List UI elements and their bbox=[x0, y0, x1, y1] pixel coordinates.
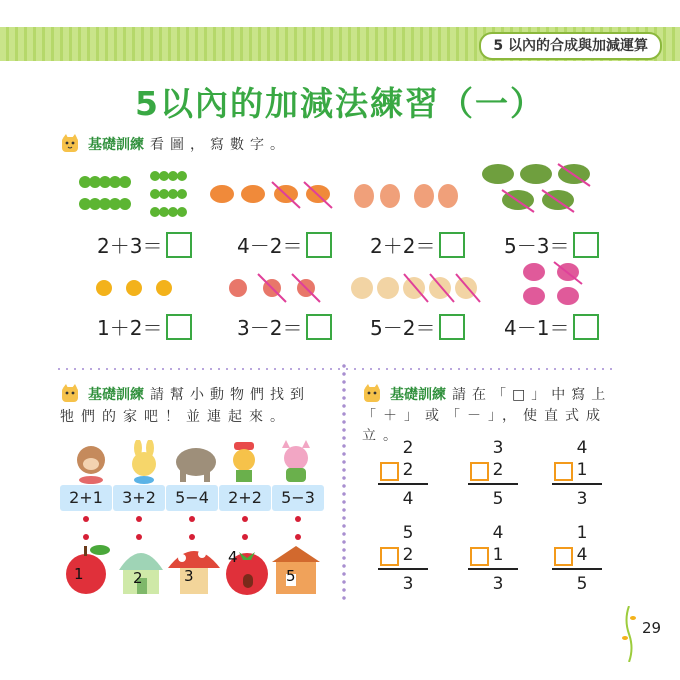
problem-top: 5 bbox=[402, 523, 414, 543]
equation-6: 3－2＝ bbox=[237, 312, 332, 341]
rabbit-icon bbox=[118, 440, 170, 484]
section1-instruction: 看圖，寫數字。 bbox=[150, 137, 290, 153]
answer-box[interactable] bbox=[573, 314, 599, 340]
answer-box[interactable] bbox=[439, 232, 465, 258]
connect-dot[interactable] bbox=[136, 516, 142, 522]
cat-icon bbox=[270, 440, 322, 484]
problem-line bbox=[468, 568, 518, 570]
section2-instruction-line1: 請幫小動物們找到 bbox=[150, 387, 310, 403]
section3-label: 基礎訓練 bbox=[390, 387, 446, 403]
problem-bottom: 2 bbox=[402, 545, 414, 565]
house-number: 2 bbox=[133, 569, 143, 587]
problem-line bbox=[552, 483, 602, 485]
answer-box[interactable] bbox=[306, 232, 332, 258]
equation-2: 4－2＝ bbox=[237, 230, 332, 259]
problem-line bbox=[552, 568, 602, 570]
cat-mascot-icon bbox=[60, 134, 82, 154]
spiders-picture bbox=[222, 270, 327, 304]
problem-top: 4 bbox=[492, 523, 504, 543]
problem-top: 3 bbox=[492, 438, 504, 458]
ants-picture bbox=[92, 270, 182, 304]
equation-8: 4－1＝ bbox=[504, 312, 599, 341]
connect-dot[interactable] bbox=[189, 516, 195, 522]
equation-1: 2＋3＝ bbox=[97, 230, 192, 259]
match-chip[interactable]: 5−4 bbox=[166, 485, 218, 511]
match-chip[interactable]: 3+2 bbox=[113, 485, 165, 511]
squirrels-picture bbox=[350, 180, 460, 212]
turtles-picture bbox=[478, 160, 593, 216]
equation-7: 5－2＝ bbox=[370, 312, 465, 341]
match-chip[interactable]: 5−3 bbox=[272, 485, 324, 511]
problem-top: 1 bbox=[576, 523, 588, 543]
match-chip[interactable]: 2+1 bbox=[60, 485, 112, 511]
problem-line bbox=[378, 568, 428, 570]
problem-line bbox=[378, 483, 428, 485]
answer-box[interactable] bbox=[439, 314, 465, 340]
butterflies-picture bbox=[208, 180, 338, 212]
connect-dot[interactable] bbox=[83, 516, 89, 522]
house-number: 1 bbox=[74, 565, 84, 583]
sheep-picture bbox=[348, 272, 488, 304]
answer-box[interactable] bbox=[166, 314, 192, 340]
problem-result: 5 bbox=[492, 489, 504, 509]
problem-bottom: 1 bbox=[492, 545, 504, 565]
pigs-picture bbox=[520, 260, 584, 308]
brick-house-icon bbox=[268, 540, 324, 596]
section2-heading bbox=[60, 384, 310, 404]
equation-5: 1＋2＝ bbox=[97, 312, 192, 341]
apple-house-icon bbox=[60, 540, 116, 596]
vertical-dotted-divider bbox=[340, 362, 348, 602]
section2-label: 基礎訓練 bbox=[88, 387, 144, 403]
problem-result: 4 bbox=[402, 489, 414, 509]
page-number: 29 bbox=[642, 619, 662, 637]
problem-result: 3 bbox=[492, 574, 504, 594]
elephant-icon bbox=[170, 440, 222, 484]
problem-result: 3 bbox=[576, 489, 588, 509]
hut-house-icon bbox=[113, 540, 169, 596]
problem-bottom: 1 bbox=[576, 460, 588, 480]
equation-3: 2＋2＝ bbox=[370, 230, 465, 259]
section3-instruction-line2: 「＋」或「－」，使直式成 bbox=[362, 408, 607, 424]
problem-bottom: 2 bbox=[402, 460, 414, 480]
house-number: 5 bbox=[286, 567, 296, 585]
caterpillars-picture bbox=[75, 168, 195, 220]
match-chip[interactable]: 2+2 bbox=[219, 485, 271, 511]
problem-bottom: 2 bbox=[492, 460, 504, 480]
section3-instruction-line1: 請在「□」中寫上 bbox=[452, 387, 612, 403]
problem-result: 3 bbox=[402, 574, 414, 594]
page-title: 5以內的加減法練習（一） bbox=[135, 84, 545, 123]
connect-dot[interactable] bbox=[295, 516, 301, 522]
equation-4: 5－3＝ bbox=[504, 230, 599, 259]
section3-instruction-line3: 立。 bbox=[362, 428, 404, 444]
problem-top: 4 bbox=[576, 438, 588, 458]
answer-box[interactable] bbox=[573, 232, 599, 258]
monkey-icon bbox=[65, 440, 117, 484]
dotted-divider bbox=[58, 364, 618, 374]
house-number: 4 bbox=[228, 548, 238, 566]
problem-bottom: 4 bbox=[576, 545, 588, 565]
section1-heading bbox=[60, 134, 290, 154]
answer-box[interactable] bbox=[166, 232, 192, 258]
problem-result: 5 bbox=[576, 574, 588, 594]
section1-label: 基礎訓練 bbox=[88, 137, 144, 153]
connect-dot[interactable] bbox=[242, 516, 248, 522]
dog-icon bbox=[218, 440, 270, 484]
section2-instruction-line2: 牠們的家吧！並連起來。 bbox=[60, 409, 291, 425]
cat-mascot-icon bbox=[362, 384, 384, 404]
chapter-tag: 5 以內的合成與加減運算 bbox=[479, 32, 662, 60]
house-number: 3 bbox=[184, 567, 194, 585]
vine-decoration-icon bbox=[622, 606, 636, 662]
mushroom-house-icon bbox=[166, 540, 222, 596]
answer-box[interactable] bbox=[306, 314, 332, 340]
problem-top: 2 bbox=[402, 438, 414, 458]
problem-line bbox=[468, 483, 518, 485]
section3-heading bbox=[362, 384, 611, 404]
cat-mascot-icon bbox=[60, 384, 82, 404]
